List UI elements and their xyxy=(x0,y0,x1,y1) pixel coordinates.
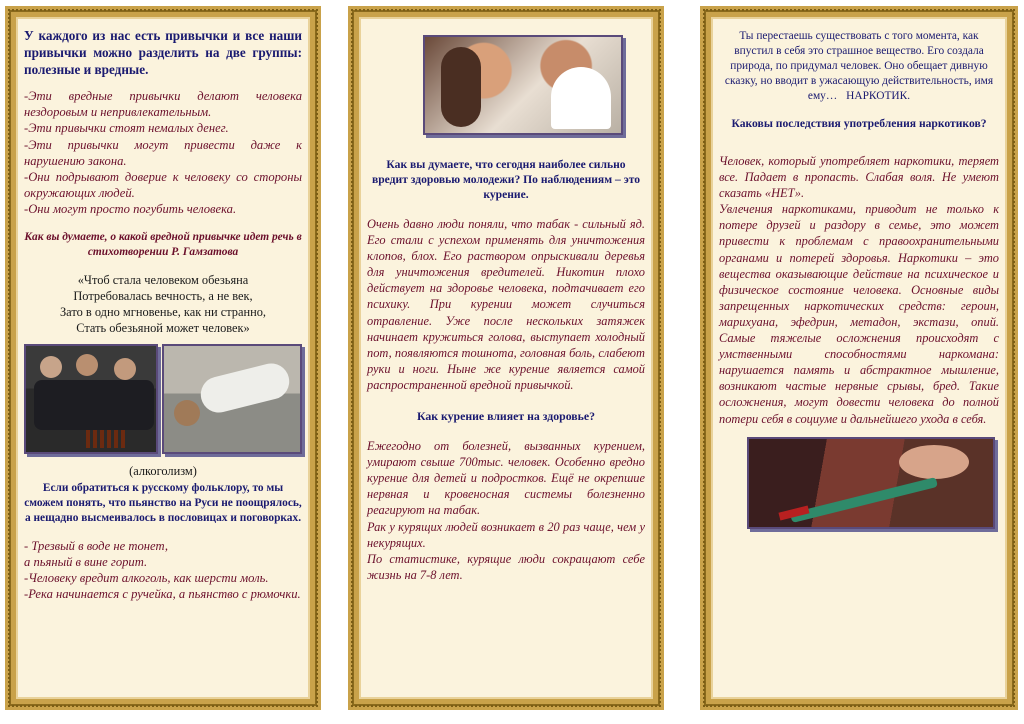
health-paragraph: По статистике, курящие люди сокращают себе жизнь на 7-8 лет. xyxy=(367,551,645,582)
poem-line: Потребовалась вечность, а не век, xyxy=(73,288,253,303)
drugs-intro xyxy=(719,29,999,104)
panel-drugs xyxy=(700,6,1018,710)
drugs-question: Каковы последствия употребления наркотиков? xyxy=(731,117,987,130)
proverb-list xyxy=(24,538,302,603)
photo-row xyxy=(24,344,302,454)
drugs-intro-text: Ты перестаешь существовать с того момента, как впустил в себя это страшное вещество. Его создала природа, по придумал человек. Оно обещает дивную сказку, но вводит в ужасающую действительность, имя ему… xyxy=(724,30,994,102)
poem-line: Стать обезьяной может человек» xyxy=(76,320,250,335)
folklore-text: Если обратиться к русскому фольклору, то мы сможем понять, что пьянство на Руси не поощрялось, а нещадно высмеивалось в пословицах и поговорках. xyxy=(24,481,302,524)
poem xyxy=(24,272,302,336)
drugs-lead: Человек, который употребляет наркотики, теряет все. Падает в пропасть. Слабая воля. Не умеют сказать «НЕТ». xyxy=(719,154,999,201)
proverb-item: - Трезвый в воде не тонет, xyxy=(24,538,169,553)
proverb-item: а пьяный в вине горит. xyxy=(24,554,148,569)
poem-question: Как вы думаете, о какой вредной привычке идет речь в стихотворении Р. Гамзатова xyxy=(24,230,302,258)
bullet-item: -Эти вредные привычки делают человека нездоровым и непривлекательным. xyxy=(24,89,302,120)
health-paragraph: Рак у курящих людей возникает в 20 раз чаще, чем у некурящих. xyxy=(367,519,645,550)
photo-caption: (алкоголизм) xyxy=(129,463,197,478)
bullet-item: -Эти привычки стоят немалых денег. xyxy=(24,121,229,136)
drugs-keyword: НАРКОТИК. xyxy=(846,90,911,102)
smoking-couple-photo xyxy=(423,35,623,135)
drunk-man-photo xyxy=(162,344,302,454)
syringe-photo xyxy=(747,437,995,529)
poem-line: «Чтоб стала человеком обезьяна xyxy=(77,272,249,287)
bullet-list xyxy=(24,88,302,218)
drugs-body: Увлечения наркотиками, приводит не только к потере друзей и раздору в семье, это может привести к проблемам с правоохранительными органами и потерей здоровья. Наркотики – это вещества оказывающие действие на психическое и физическое состояние человека. Основные виды запрещенных наркотических средств: героин, марихуана, эфедрин, метадон, экстази, опий. Самые тяжелые осложнения происходят с умственными способностями наркомана: нарушается память и абстрактное мышление, возникают частые нервные срывы, бред. Такие осложнения, могут довести человека до полной потери себя в социуме и дальнейшего ухода в себя. xyxy=(719,202,999,426)
smoking-question: Как вы думаете, что сегодня наиболее сильно вредит здоровью молодежи? По наблюдениям – это курение. xyxy=(371,158,641,201)
health-body xyxy=(367,438,645,583)
smoking-body: Очень давно люди поняли, что табак - сильный яд. Его стали с успехом применять для уничтожения клопов, блох. Его раствором опрыскивали деревья для уничтожения вредителей. Никотин плохо действует на здоровье человека, подтачивает его психику. При курении может случиться отравление. Уже после нескольких затяжек начинает кружиться голова, выступает холодный пот, появляются тошнота, головная боль, слабеют руки и ноги. Ныне же курение является самой распространенной вредной привычкой. xyxy=(367,217,645,392)
panel-smoking xyxy=(348,6,664,710)
health-paragraph: Ежегодно от болезней, вызванных курением, умирают свыше 700тыс. человек. Особенно вредно курение для детей и подростков. Ещё не окрепшие нервная и кровеносная системы болезненно реагируют на табак. xyxy=(367,439,645,518)
health-question: Как курение влияет на здоровье? xyxy=(416,409,596,424)
poem-line: Зато в одно мгновенье, как ни странно, xyxy=(59,304,267,319)
proverb-item: -Река начинается с ручейка, а пьянство с рюмочки. xyxy=(24,587,301,602)
proverb-item: -Человеку вредит алкоголь, как шерсти моль. xyxy=(24,571,269,586)
bullet-item: -Эти привычки могут привести даже к нарушению закона. xyxy=(24,137,302,168)
intro-text: У каждого из нас есть привычки и все наши привычки можно разделить на две группы: полезные и вредные. xyxy=(24,28,302,77)
panel-alcohol xyxy=(5,6,321,710)
drinking-men-photo xyxy=(24,344,158,454)
bullet-item: -Они могут просто погубить человека. xyxy=(24,202,237,217)
bullet-item: -Они подрывают доверие к человеку со стороны окружающих людей. xyxy=(24,170,302,201)
